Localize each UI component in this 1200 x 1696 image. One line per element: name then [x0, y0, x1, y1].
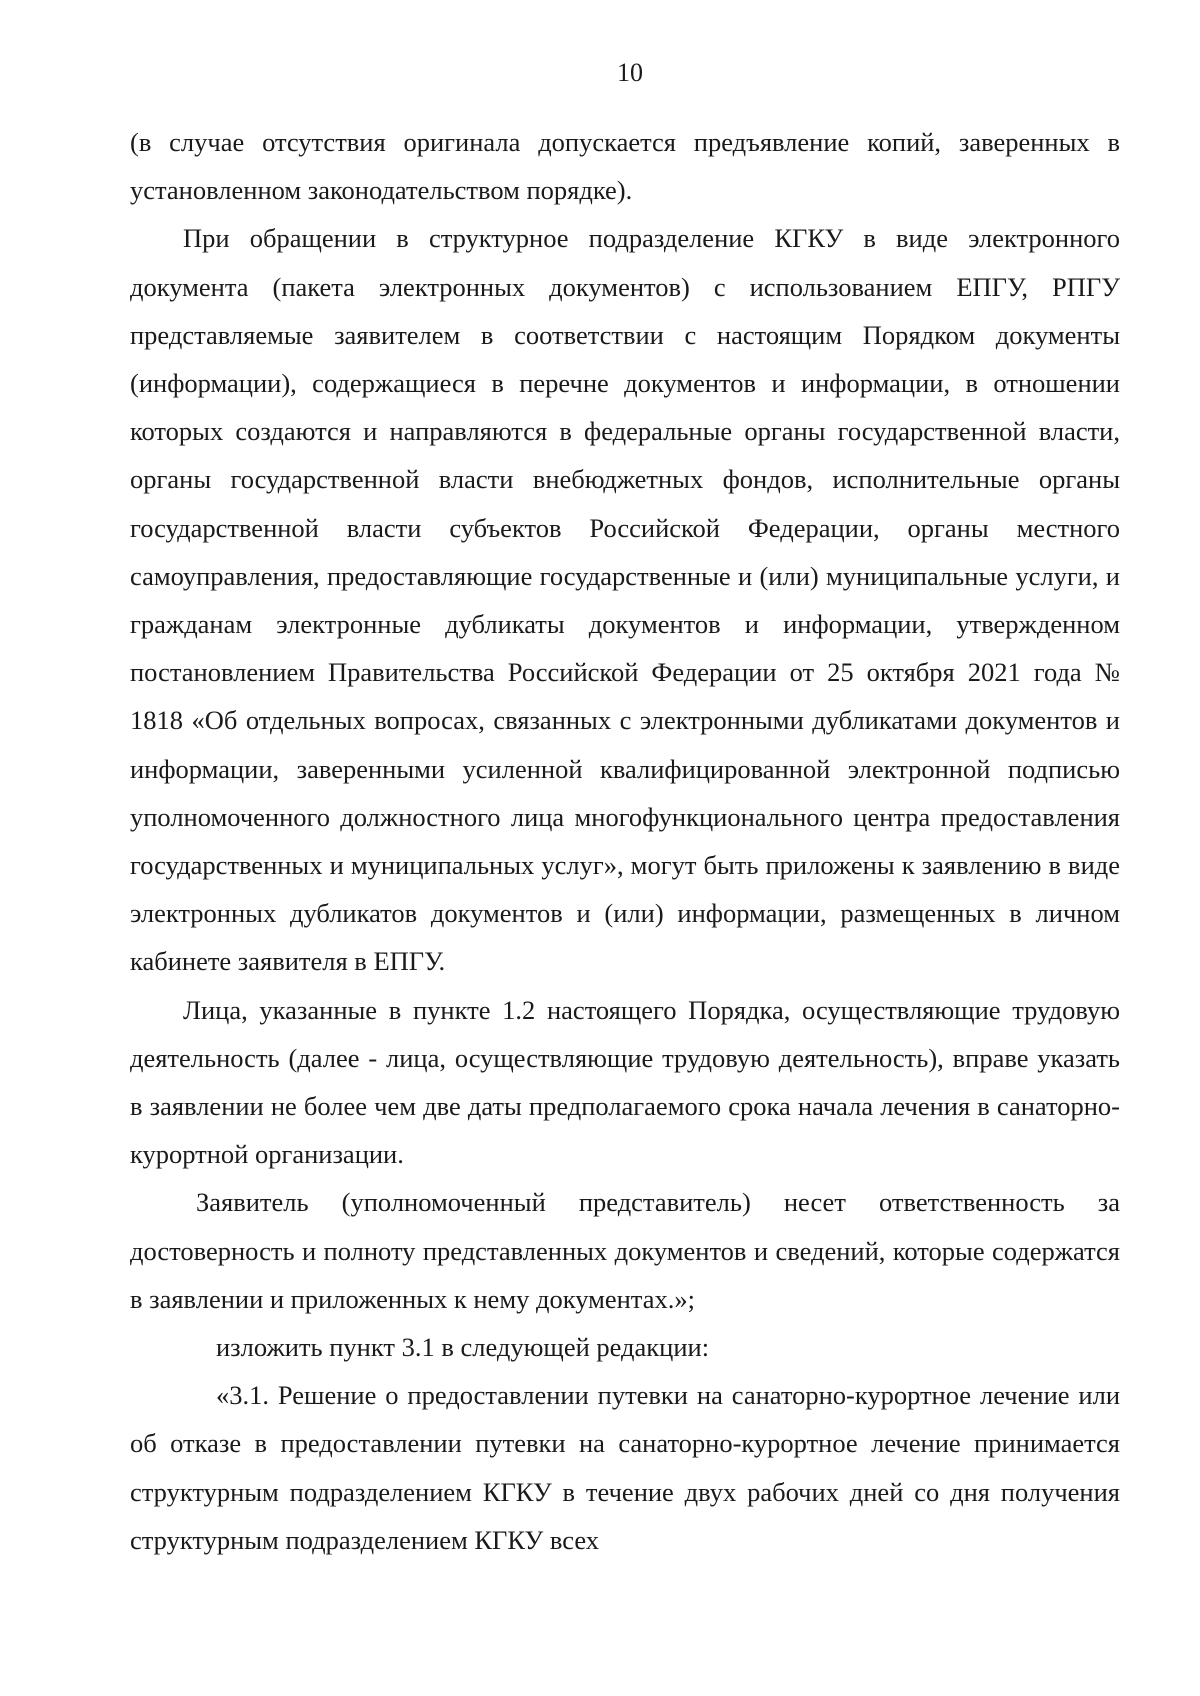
paragraph-continuation: (в случае отсутствия оригинала допускается предъявление копий, заверенных в установленном законодательством порядке). — [130, 127, 1120, 206]
paragraph-clause-3-1: «3.1. Решение о предоставлении путевки на санаторно-курортное лечение или об отказе в предоставлении путевки на санаторно-курортное лечение принимается структурным подразделением КГКУ в течение двух рабочих дней со дня получения структурным подразделением КГКУ всех — [130, 1380, 1120, 1555]
page-number: 10 — [617, 58, 643, 87]
document-body — [130, 118, 1120, 1564]
paragraph-electronic-submission: При обращении в структурное подразделение КГКУ в виде электронного документа (пакета электронных документов) с использованием ЕПГУ, РПГУ представляемые заявителем в соответствии с настоящим Порядком документы (информации), содержащиеся в перечне документов и информации, в отношении которых создаются и направляются в федеральные органы государственной власти, органы государственной власти внебюджетных фондов, исполнительные органы государственной власти субъектов Российской Федерации, органы местного самоуправления, предоставляющие государственные и (или) муниципальные услуги, и гражданам электронные дубликаты документов и информации, утвержденном постановлением Правительства Российской Федерации от 25 октября 2021 года № 1818 «Об отдельных вопросах, связанных с электронными дубликатами документов и информации, заверенными усиленной квалифицированной электронной подписью уполномоченного должностного лица многофункционального центра предоставления государственных и муниципальных услуг», могут быть приложены к заявлению в виде электронных дубликатов документов и (или) информации, размещенных в личном кабинете заявителя в ЕПГУ. — [130, 223, 1120, 977]
paragraph-working-persons: Лица, указанные в пункте 1.2 настоящего Порядка, осуществляющие трудовую деятельность (далее - лица, осуществляющие трудовую деятельность), вправе указать в заявлении не более чем две даты предполагаемого срока начала лечения в санаторно-курортной организации. — [130, 994, 1120, 1170]
paragraph-amendment-instruction: изложить пункт 3.1 в следующей редакции: — [216, 1332, 710, 1363]
paragraph-responsibility: Заявитель (уполномоченный представитель) несет ответственность за достоверность и полноту представленных документов и сведений, которые содержатся в заявлении и приложенных к нему документах.»; — [130, 1187, 1120, 1314]
